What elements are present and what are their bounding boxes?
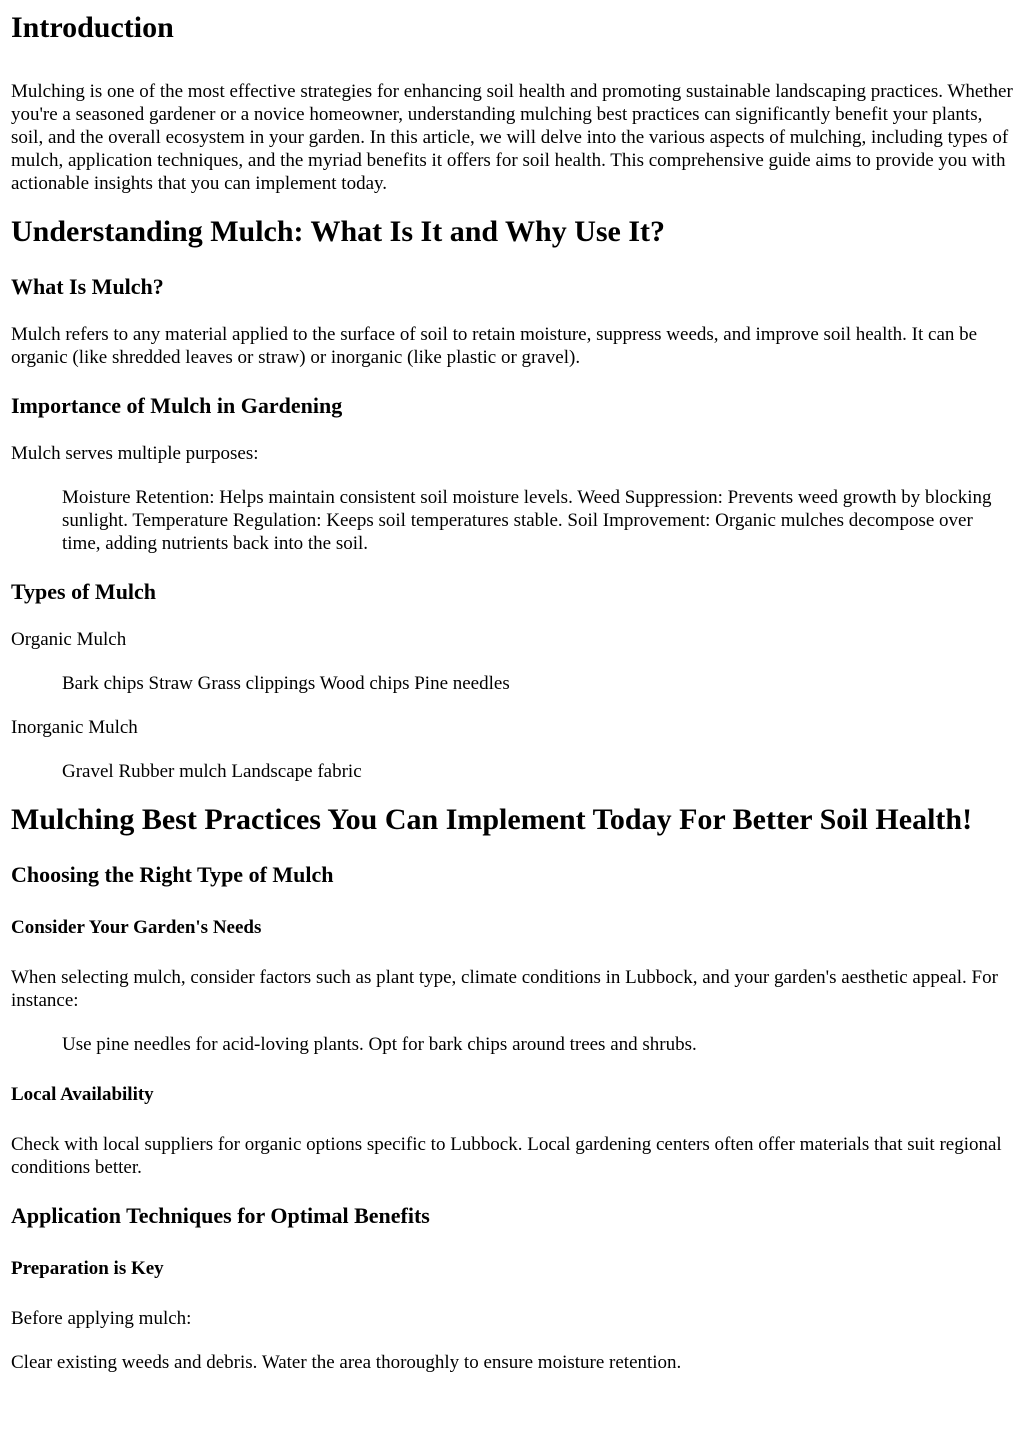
inorganic-mulch-label: Inorganic Mulch [11, 717, 138, 738]
types-of-mulch-heading: Types of Mulch [11, 579, 157, 604]
choosing-mulch-heading: Choosing the Right Type of Mulch [11, 862, 334, 887]
understanding-mulch-heading: Understanding Mulch: What Is It and Why Use It? [11, 215, 666, 248]
local-availability-paragraph: Check with local suppliers for organic options specific to Lubbock. Local gardening centers often offer materials that suit regional conditions better. [11, 1134, 1002, 1178]
application-techniques-heading: Application Techniques for Optimal Benefits [11, 1203, 430, 1228]
garden-needs-list: Use pine needles for acid-loving plants. Opt for bark chips around trees and shrubs. [62, 1034, 697, 1055]
introduction-heading: Introduction [11, 11, 174, 44]
preparation-intro: Before applying mulch: [11, 1308, 192, 1329]
garden-needs-heading: Consider Your Garden's Needs [11, 917, 262, 938]
organic-mulch-list: Bark chips Straw Grass clippings Wood chips Pine needles [62, 673, 510, 694]
importance-heading: Importance of Mulch in Gardening [11, 393, 343, 418]
organic-mulch-label: Organic Mulch [11, 629, 127, 650]
best-practices-heading: Mulching Best Practices You Can Implement Today For Better Soil Health! [11, 803, 973, 836]
local-availability-heading: Local Availability [11, 1084, 154, 1105]
preparation-heading: Preparation is Key [11, 1258, 164, 1279]
introduction-paragraph: Mulching is one of the most effective strategies for enhancing soil health and promoting sustainable landscaping practices. Whether you're a seasoned gardener or a novice homeowner, understanding mulching best practices can significantly benefit your plants, soil, and the overall ecosystem in your garden. In this article, we will delve into the various aspects of mulching, including types of mulch, application techniques, and the myriad benefits it offers for soil health. This comprehensive guide aims to provide you with actionable insights that you can implement today. [11, 81, 1013, 194]
importance-list: Moisture Retention: Helps maintain consistent soil moisture levels. Weed Suppression: Prevents weed growth by blocking sunlight. Temperature Regulation: Keeps soil temperatures stable. Soil Improvement: Organic mulches decompose over time, adding nutrients back into the soil. [62, 487, 992, 554]
garden-needs-paragraph: When selecting mulch, consider factors such as plant type, climate conditions in Lubbock, and your garden's aesthetic appeal. For instance: [11, 967, 998, 1011]
preparation-steps: Clear existing weeds and debris. Water the area thoroughly to ensure moisture retention. [11, 1352, 682, 1373]
what-is-mulch-paragraph: Mulch refers to any material applied to the surface of soil to retain moisture, suppress weeds, and improve soil health. It can be organic (like shredded leaves or straw) or inorganic (like plastic or gravel). [11, 324, 978, 368]
what-is-mulch-heading: What Is Mulch? [11, 274, 164, 299]
inorganic-mulch-list: Gravel Rubber mulch Landscape fabric [62, 761, 362, 782]
importance-intro: Mulch serves multiple purposes: [11, 443, 259, 464]
